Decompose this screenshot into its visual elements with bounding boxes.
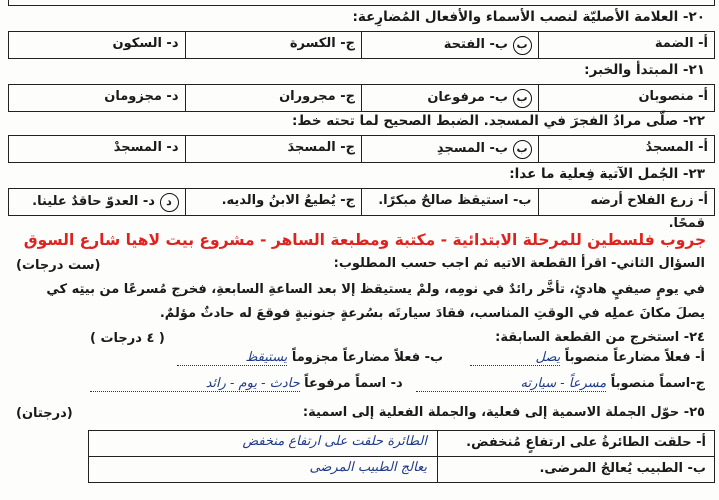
option-c[interactable]: ج- الكسرة — [185, 32, 362, 58]
option-b[interactable]: ب ب- المسجدِ — [361, 136, 538, 162]
question-24: ٢٤- استخرج من القطعة السابقة: — [495, 330, 705, 345]
q23-options — [8, 188, 715, 216]
selected-circle-icon: ب — [513, 36, 532, 55]
q21-options — [8, 84, 715, 112]
question-20 — [352, 9, 705, 25]
table-row — [89, 431, 714, 457]
q25-marks: (درجتان) — [16, 406, 73, 421]
question-22 — [292, 113, 705, 129]
option-c[interactable]: ج- يُطيعُ الابنُ والديه. — [185, 189, 362, 215]
q24-row-1 — [177, 350, 705, 366]
q22-options — [8, 135, 715, 163]
q24-c-answer-line[interactable]: مسرعاً - سيارته — [416, 376, 606, 392]
q24-b-answer-line[interactable]: يستيقظ — [177, 350, 287, 366]
selected-circle-icon: ب — [513, 140, 532, 159]
option-b[interactable]: ب- استيقظ صالحٌ مبكرًا. — [361, 189, 538, 215]
option-a[interactable]: أ- المسجدُ — [538, 136, 715, 162]
question-text: الجُمل الآتية فِعلية ما عدا: — [509, 166, 679, 182]
table-row — [89, 457, 714, 482]
question-text: العلامة الأصليّة لنصب الأسماء والأفعال المُضارِعة: — [352, 9, 679, 25]
question-23 — [509, 166, 705, 182]
passage-line-1: في يومٍ صيفيٍ هادئٍ، تأخَّر رائدٌ في نومِه، ولمْ يستيقظ إلا بعد الساعةِ السابعةِ، فخرج مُسرعًا من بيتِه كي — [46, 282, 705, 297]
q24-a-label: أ- فعلاً مضارعاً منصوباً — [564, 350, 705, 365]
passage-line-2: يصلَ مكانَ عملِه في الوقتِ المناسب، فقادَ سيارتَه بسُرعةٍ جنونيةٍ فوقعَ له حادثٌ مؤلمٌ. — [159, 306, 705, 321]
option-continuation: قمحًا. — [668, 216, 705, 231]
q24-row-2 — [90, 376, 705, 392]
option-b[interactable]: ب ب- مرفوعان — [361, 85, 538, 111]
section-marks: (ست درجات) — [16, 258, 101, 273]
option-d[interactable]: د- المسجدْ — [113, 140, 179, 155]
sentence-label: أ- حلقت الطائرةُ على ارتفاعٍ مُنخفض. — [437, 431, 714, 456]
question-number: ٢٠- — [682, 9, 705, 25]
q24-b-label: ب- فعلاً مضارعاً مجزوماً — [291, 350, 444, 365]
option-a[interactable]: أ- منصوبان — [538, 85, 715, 111]
question-number: ٢١- — [682, 62, 705, 78]
selected-circle-icon: د — [160, 193, 179, 212]
option-a[interactable]: أ- الضمة — [538, 32, 715, 58]
option-b[interactable]: ب ب- الفتحة — [361, 32, 538, 58]
handwritten-answer[interactable]: يعالج الطبيب المرضى — [309, 460, 427, 475]
option-d[interactable]: د- السكون — [112, 36, 179, 51]
question-21 — [584, 62, 705, 78]
question-text: المبتدأ والخبر: — [584, 62, 679, 78]
question-25: ٢٥- حوّل الجملة الاسمية إلى فعلية، والجملة الفعلية إلى اسمية: — [302, 405, 705, 420]
q24-d-label: د- اسماً مرفوعاً — [304, 376, 403, 391]
section-title: السؤال الثاني- اقرأ القطعة الاتيه ثم اجب حسب المطلوب: — [333, 256, 705, 271]
q20-options — [8, 31, 715, 59]
previous-table-edge — [8, 0, 715, 6]
q24-c-label: ج-اسماً منصوباً — [610, 376, 705, 391]
q25-answer-table — [88, 430, 715, 483]
q24-marks: ( ٤ درجات ) — [90, 331, 165, 346]
question-text: صلّى مرادُ الفجرَ في المسجد. الضبط الصحيح لما تحته خط: — [291, 113, 679, 129]
handwritten-answer[interactable]: الطائرة حلقت على ارتفاع منخفض — [242, 434, 427, 449]
selected-circle-icon: ب — [513, 89, 532, 108]
option-a[interactable]: أ- زرع الفلاح أرضه — [538, 189, 715, 215]
option-c[interactable]: ج- المسجدَ — [185, 136, 362, 162]
q24-a-answer-line[interactable]: يصل — [470, 350, 560, 366]
sentence-label: ب- الطبيب يُعالجُ المرضى. — [437, 457, 714, 482]
question-number: ٢٢- — [682, 113, 705, 129]
question-number: ٢٣- — [682, 166, 705, 182]
option-c[interactable]: ج- مجروران — [185, 85, 362, 111]
option-d[interactable]: د د- العدوّ حاقدٌ علينا. — [9, 189, 185, 215]
q24-d-answer-line[interactable]: حادث - يوم - رائد — [90, 376, 300, 392]
banner-watermark: جروب فلسطين للمرحلة الابتدائية - مكتبة ومطبعة الساهر - مشروع بيت لاهيا شارع السوق — [23, 231, 707, 249]
option-d[interactable]: د- مجزومان — [104, 89, 179, 104]
